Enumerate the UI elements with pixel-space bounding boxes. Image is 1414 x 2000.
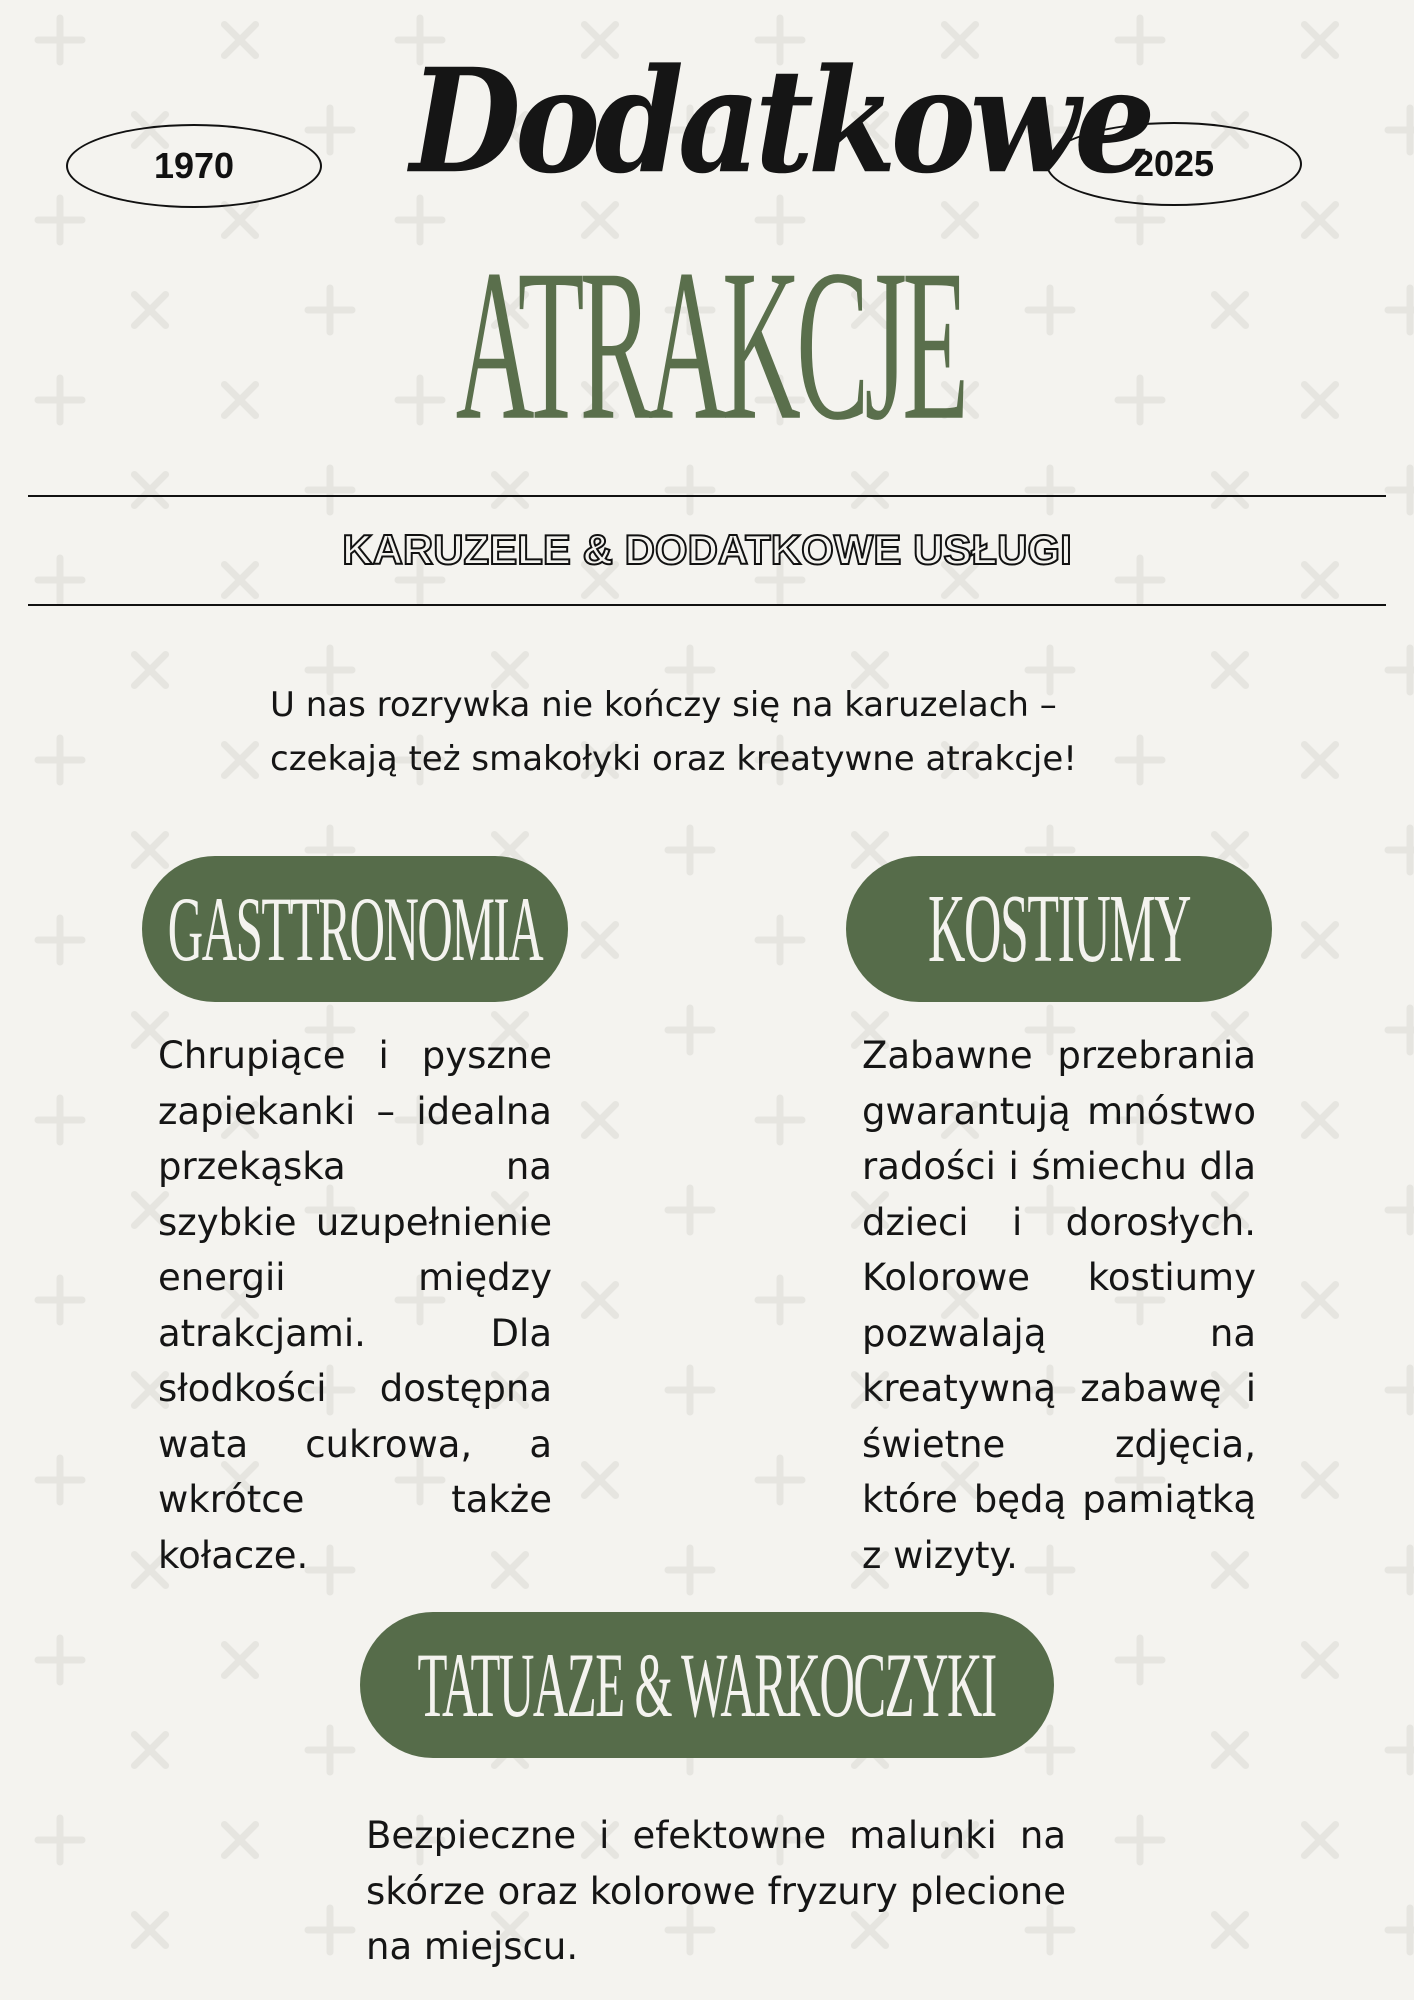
- cross-mark: [1028, 468, 1072, 512]
- cross-mark: [1289, 729, 1351, 791]
- kostiumy-label: KOSTIUMY: [927, 874, 1191, 983]
- cross-mark: [1388, 1188, 1414, 1232]
- cross-mark: [1289, 369, 1351, 431]
- cross-mark: [38, 1638, 82, 1682]
- cross-mark: [1289, 1449, 1351, 1511]
- cross-mark: [38, 918, 82, 962]
- cross-mark: [308, 288, 352, 332]
- cross-mark: [1289, 1809, 1351, 1871]
- cross-mark: [1118, 1818, 1162, 1862]
- cross-mark: [1289, 1089, 1351, 1151]
- cross-mark: [569, 1089, 631, 1151]
- cross-mark: [1388, 1368, 1414, 1412]
- cross-mark: [1028, 1728, 1072, 1772]
- intro-line-2: czekają też smakołyki oraz kreatywne atrakcje!: [270, 739, 1077, 779]
- cross-mark: [38, 1458, 82, 1502]
- cross-mark: [1388, 1728, 1414, 1772]
- cross-mark: [1388, 1008, 1414, 1052]
- cross-mark: [119, 639, 181, 701]
- gastronomia-heading: [142, 856, 568, 1002]
- cross-mark: [119, 1899, 181, 1961]
- cross-mark: [569, 909, 631, 971]
- cross-mark: [209, 9, 271, 71]
- year-start-badge: 1970: [66, 124, 322, 208]
- cross-mark: [668, 1008, 712, 1052]
- cross-mark: [758, 918, 802, 962]
- intro-text: [270, 678, 1150, 786]
- cross-mark: [1118, 1638, 1162, 1682]
- title-script: Dodatkowe: [410, 38, 1150, 206]
- tatuaze-heading: [360, 1612, 1054, 1758]
- cross-mark: [1028, 288, 1072, 332]
- cross-mark: [1289, 1269, 1351, 1331]
- cross-mark: [1199, 1719, 1261, 1781]
- cross-mark: [38, 738, 82, 782]
- cross-mark: [38, 378, 82, 422]
- cross-mark: [209, 369, 271, 431]
- cross-mark: [569, 1449, 631, 1511]
- tatuaze-text: Bezpieczne i efektowne malunki na skórze oraz kolorowe fryzury plecione na miejscu.: [366, 1814, 1066, 1968]
- cross-mark: [308, 468, 352, 512]
- cross-mark: [668, 1548, 712, 1592]
- cross-mark: [1199, 459, 1261, 521]
- cross-mark: [1289, 1629, 1351, 1691]
- title-main: ATRAKCJE: [455, 225, 965, 466]
- cross-mark: [1199, 1899, 1261, 1961]
- cross-mark: [1388, 288, 1414, 332]
- kostiumy-text: Zabawne przebrania gwarantują mnóstwo radości i śmiechu dla dzieci i dorosłych. Kolorowe kostiumy pozwalają na kreatywną zabawę i świetne zdjęcia, które będą pamiątką z wizyty.: [862, 1034, 1256, 1577]
- cross-mark: [1388, 108, 1414, 152]
- tatuaze-label: TATUAZE & WARKOCZYKI: [417, 1633, 997, 1736]
- cross-mark: [668, 1368, 712, 1412]
- cross-mark: [209, 1809, 271, 1871]
- cross-mark: [209, 1629, 271, 1691]
- divider-top: [28, 495, 1386, 497]
- cross-mark: [479, 459, 541, 521]
- cross-mark: [758, 1278, 802, 1322]
- cross-mark: [569, 1269, 631, 1331]
- kostiumy-heading: [846, 856, 1272, 1002]
- cross-mark: [1289, 189, 1351, 251]
- cross-mark: [1388, 828, 1414, 872]
- cross-mark: [1388, 1908, 1414, 1952]
- cross-mark: [119, 1719, 181, 1781]
- cross-mark: [119, 459, 181, 521]
- cross-mark: [38, 1098, 82, 1142]
- cross-mark: [308, 108, 352, 152]
- cross-mark: [308, 1728, 352, 1772]
- gastronomia-label: GASTTRONOMIA: [167, 877, 543, 980]
- cross-mark: [668, 468, 712, 512]
- cross-mark: [1388, 468, 1414, 512]
- cross-mark: [1388, 648, 1414, 692]
- cross-mark: [1199, 639, 1261, 701]
- cross-mark: [38, 18, 82, 62]
- cross-mark: [758, 1458, 802, 1502]
- cross-mark: [38, 198, 82, 242]
- cross-mark: [1289, 9, 1351, 71]
- year-end-badge: 2025: [1046, 122, 1302, 206]
- cross-mark: [119, 279, 181, 341]
- cross-mark: [1118, 378, 1162, 422]
- cross-mark: [839, 459, 901, 521]
- cross-mark: [1199, 279, 1261, 341]
- cross-mark: [668, 1188, 712, 1232]
- cross-mark: [1388, 1548, 1414, 1592]
- subtitle: KARUZELE & DODATKOWE USŁUGI: [342, 526, 1072, 573]
- cross-mark: [209, 729, 271, 791]
- intro-line-1: U nas rozrywka nie kończy się na karuzelach –: [270, 685, 1057, 725]
- cross-mark: [668, 828, 712, 872]
- cross-mark: [38, 1818, 82, 1862]
- divider-bottom: [28, 604, 1386, 606]
- cross-mark: [398, 378, 442, 422]
- cross-mark: [758, 1098, 802, 1142]
- cross-mark: [1289, 909, 1351, 971]
- gastronomia-text: Chrupiące i pyszne zapiekanki – idealna przekąska na szybkie uzupełnienie energii między atrakcjami. Dla słodkości dostępna wata cukrowa, a wkrótce także kołacze.: [158, 1034, 552, 1577]
- cross-mark: [38, 1278, 82, 1322]
- cross-mark: [308, 1908, 352, 1952]
